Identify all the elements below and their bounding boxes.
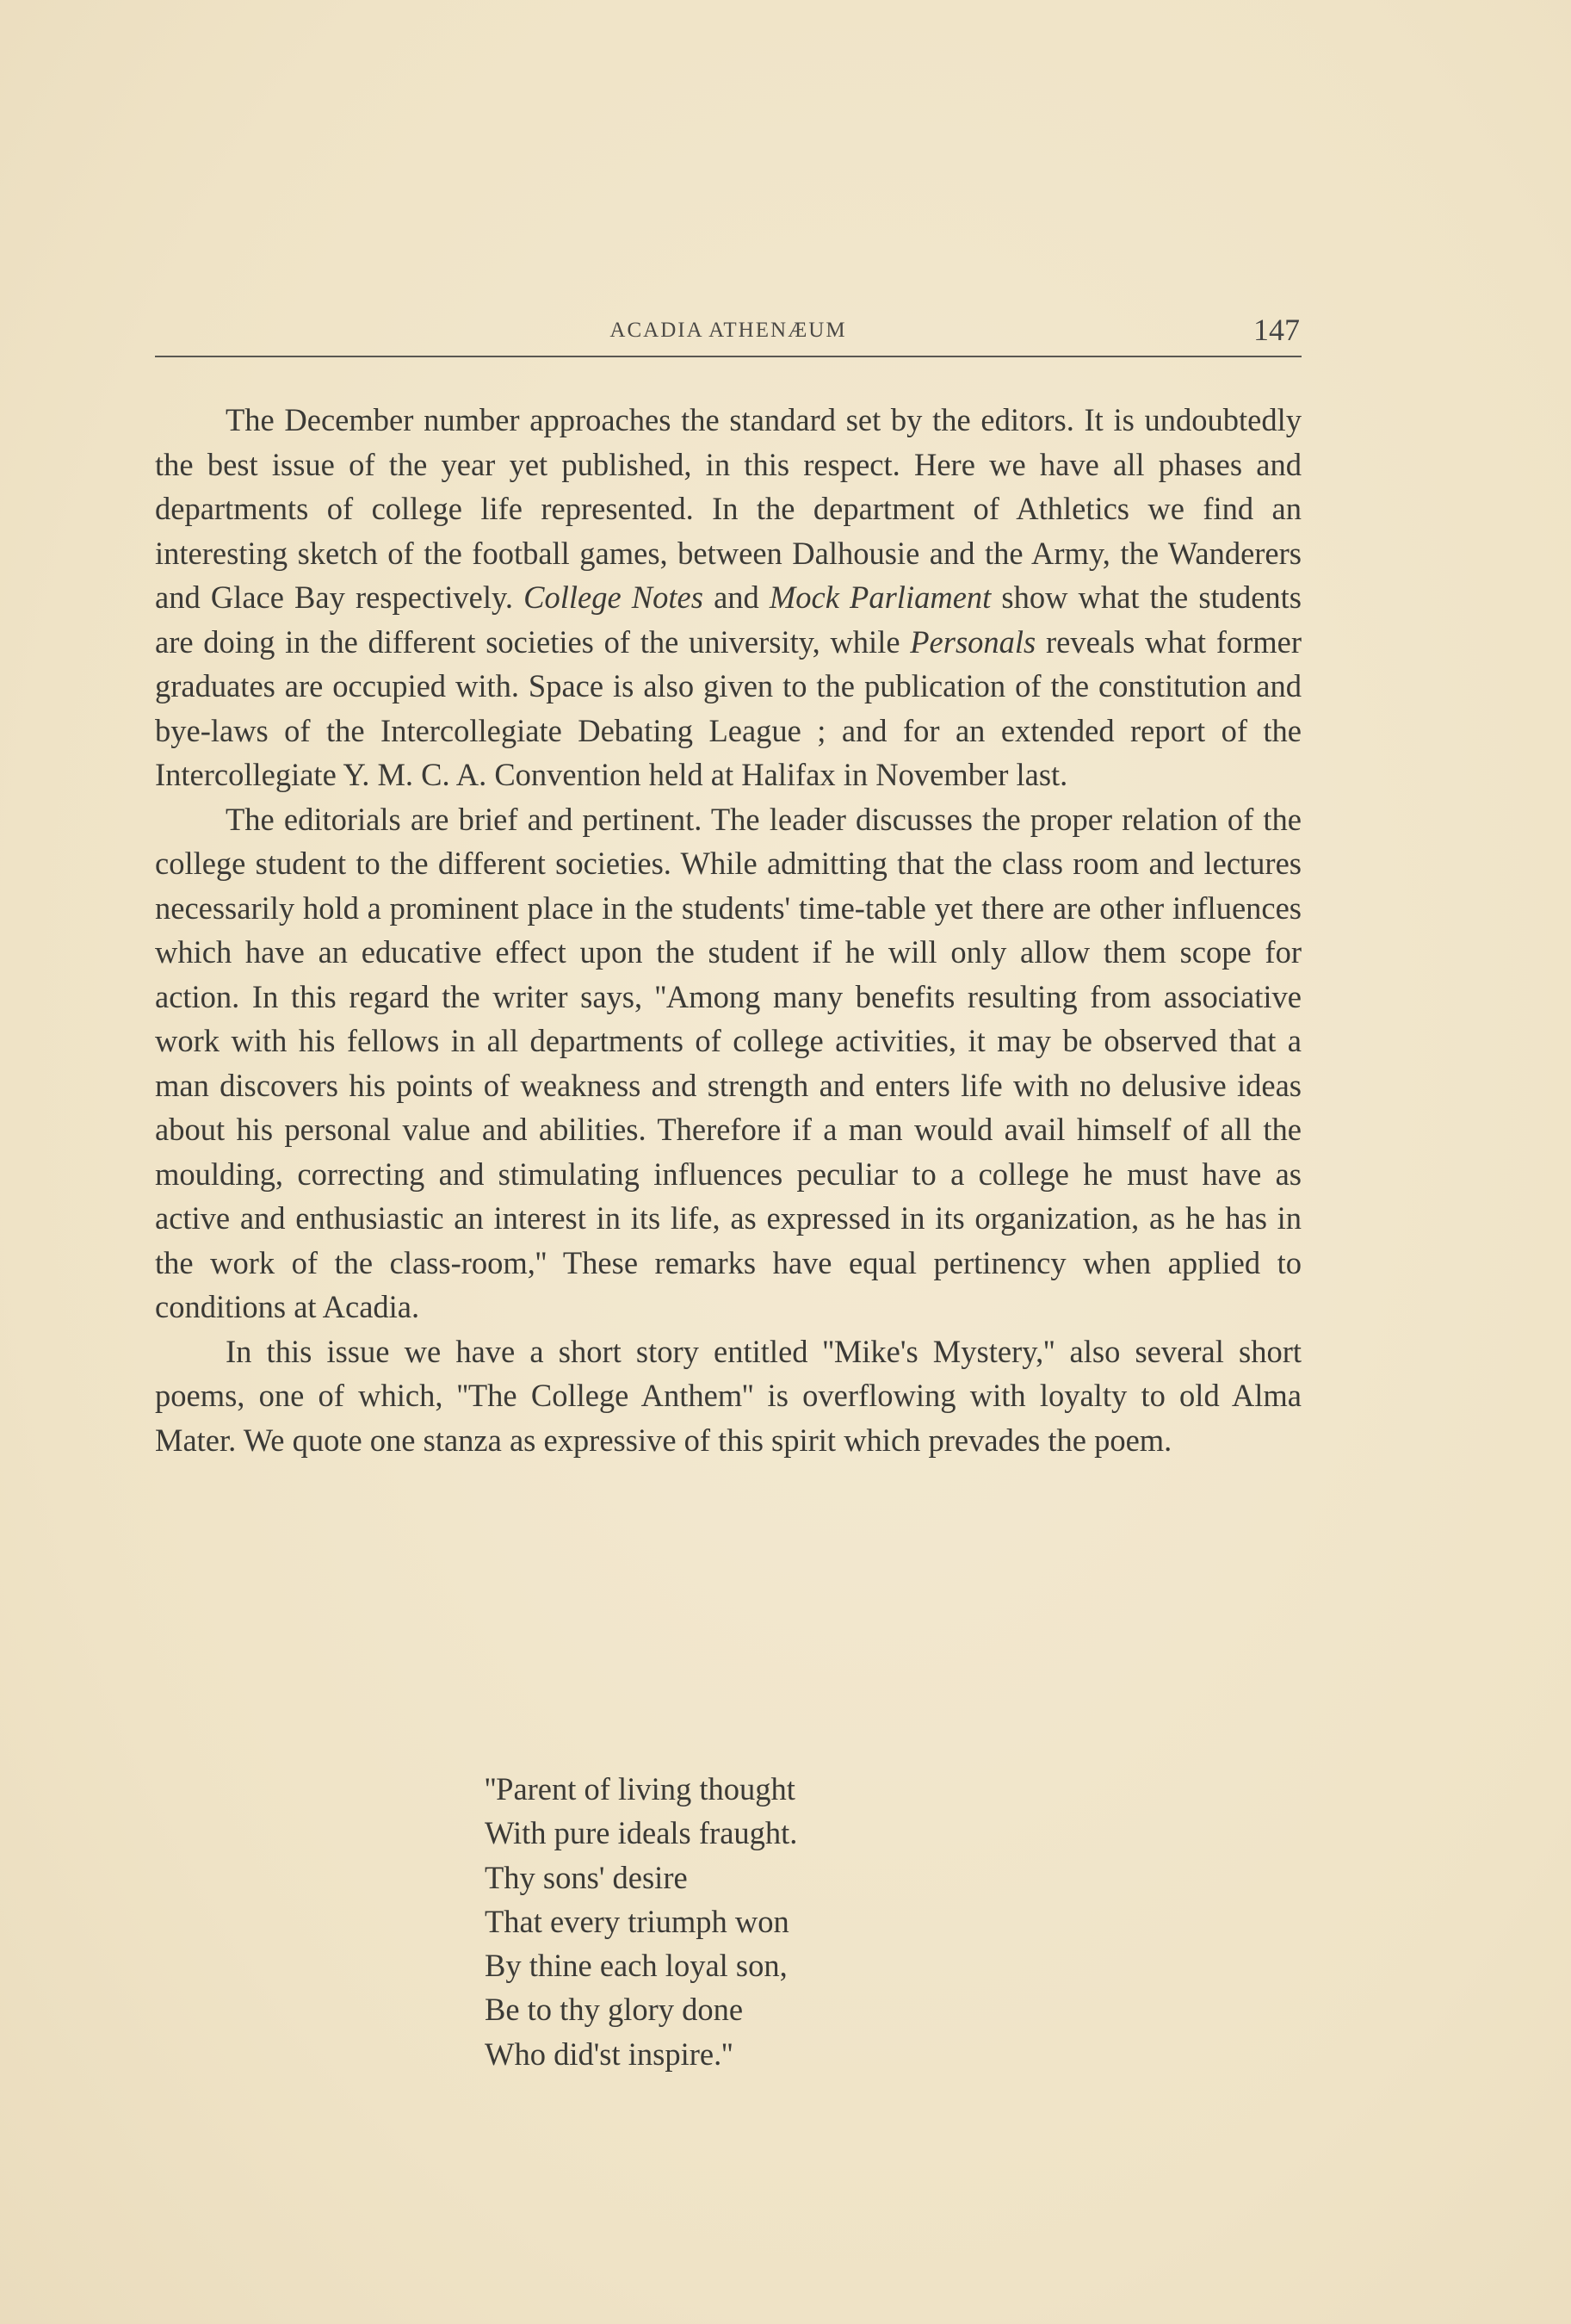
verse-line: By thine each loyal son, <box>485 1948 788 1984</box>
quoted-stanza <box>485 1767 797 2076</box>
verse-line: Who did'st inspire.'' <box>485 2036 733 2072</box>
verse-line: Be to thy glory done <box>485 1992 744 2028</box>
paragraph-1-text-b: and <box>702 579 770 615</box>
verse-line: ''Parent of living thought <box>485 1771 795 1807</box>
page-number: 147 <box>1253 313 1300 347</box>
running-title: ACADIA ATHENÆUM <box>609 319 847 342</box>
verse-line: That every triumph won <box>485 1903 789 1939</box>
personals-title: Personals <box>910 623 1036 660</box>
college-notes-title: College Notes <box>523 579 703 615</box>
paragraph-2: The editorials are brief and pertinent. The leader discusses the proper relation of the college student to the different societies. While admitting that the class room and lectures necessarily hold a prominent place in the students' time-table yet there are other influences which have an educative effect upon the student if he will only allow them scope for action. In this regard the writer says, ''Among many benefits resulting from associative work with his fellows in all departments of college activities, it may be observed that a man discovers his points of weakness and strength and enters life with no delusive ideas about his personal value and abilities. Therefore if a man would avail himself of all the moulding, correcting and stimulating influences peculiar to a college he must have as active and enthusiastic an interest in its life, as expressed in its organization, as he has in the work of the class-room,'' These remarks have equal pertinency when applied to conditions at Acadia. <box>155 801 1302 1324</box>
article-body <box>155 398 1302 1462</box>
verse-line: With pure ideals fraught. <box>485 1815 798 1851</box>
verse-line: Thy sons' desire <box>485 1859 688 1895</box>
paragraph-3: In this issue we have a short story entitled ''Mike's Mystery,'' also several short poems, one of which, ''The College Anthem'' is overflowing with loyalty to old Alma Mater. We quote one stanza as expressive of this spirit which prevades the poem. <box>155 1333 1302 1458</box>
header-rule <box>155 356 1302 357</box>
paragraph-1-text-d: reveals what former graduates are occupied with. Space is also given to the publication of the constitution and bye-laws of the Intercollegiate Debating League ; and for an extended report of the Intercollegiate Y. M. C. A. Convention held at Halifax in November last. <box>155 623 1302 792</box>
paragraph-1-text-a: The December number approaches the standard set by the editors. It is undoubtedly the best issue of the year yet published, in this respect. Here we have all phases and departments of college life represented. In the department of Athletics we find an interesting sketch of the football games, between Dalhousie and the Army, the Wanderers and Glace Bay respectively. <box>155 402 1302 615</box>
mock-parliament-title: Mock Parliament <box>769 579 992 615</box>
paragraph-1 <box>155 398 1302 797</box>
page-header <box>155 310 1302 362</box>
paragraph-1-text-c: show what the students are doing in the different societies of the university, while <box>155 579 1302 660</box>
